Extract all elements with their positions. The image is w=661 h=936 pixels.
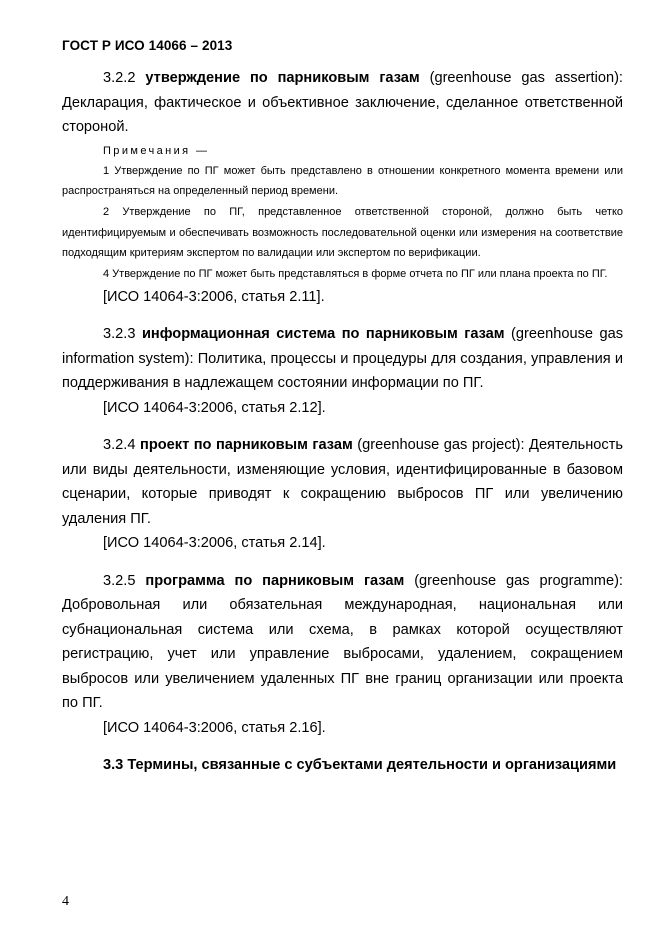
term-number: 3.2.2 xyxy=(103,70,136,86)
term-title: утверждение по парниковым газам xyxy=(145,70,420,86)
term-definition: (greenhouse gas programme): Добровольная или обязательная международная, национальная или субнациональная система или схема, в рамках которой осуществляют регистрацию, учет или управление выбросами, удалением, сокращением выбросов или увеличением удаленных ПГ вне границ организации или проекта по ПГ. xyxy=(62,572,623,712)
term-reference: [ИСО 14064-3:2006, статья 2.11]. xyxy=(103,288,325,305)
document-header: ГОСТ Р ИСО 14066 – 2013 xyxy=(62,38,233,53)
document-body xyxy=(62,66,623,778)
term-title: проект по парниковым газам xyxy=(140,437,353,454)
term-entry-3-2-3 xyxy=(62,322,623,396)
term-entry-3-2-5 xyxy=(62,569,623,716)
notes-heading: Примечания — xyxy=(103,144,210,157)
note-item: 4 Утверждение по ПГ может быть представляться в форме отчета по ПГ или плана проекта по ПГ. xyxy=(103,268,608,281)
term-number: 3.2.3 xyxy=(103,326,136,343)
note-item: 1 Утверждение по ПГ может быть представлено в отношении конкретного момента времени или распространяться на определенный период времени. xyxy=(62,164,623,198)
term-title: программа по парниковым газам xyxy=(145,572,405,589)
section-number: 3.3 xyxy=(103,757,124,774)
term-title: информационная система по парниковым газам xyxy=(141,326,505,343)
term-definition: (greenhouse gas information system): Политика, процессы и процедуры для создания, управления и поддерживания в надлежащем состоянии информации по ПГ. xyxy=(62,326,623,392)
term-reference: [ИСО 14064-3:2006, статья 2.12]. xyxy=(103,399,326,416)
page-number: 4 xyxy=(62,894,69,909)
section-heading-3-3 xyxy=(62,753,623,778)
term-definition: (greenhouse gas project): Деятельность или виды деятельности, изменяющие условия, идентифицированные в базовом сценарии, которые приводят к сокращению выбросов ПГ или увеличению удаления ПГ. xyxy=(62,437,623,527)
term-number: 3.2.5 xyxy=(103,572,136,589)
term-entry-3-2-4 xyxy=(62,433,623,531)
term-reference: [ИСО 14064-3:2006, статья 2.16]. xyxy=(103,719,326,736)
section-title: Термины, связанные с субъектами деятельности и организациями xyxy=(127,757,617,774)
term-entry-3-2-2 xyxy=(62,66,623,140)
term-definition: (greenhouse gas assertion): Декларация, фактическое и объективное заключение, сделанное ответственной стороной. xyxy=(62,70,623,135)
term-reference: [ИСО 14064-3:2006, статья 2.14]. xyxy=(103,535,326,552)
note-item: 2 Утверждение по ПГ, представленное ответственной стороной, должно быть четко идентифицируемым и обеспечивать возможность последовательной оценки или измерения на соответствие подходящим критериям экспертом по валидации или экспертом по верификации. xyxy=(62,205,623,260)
term-number: 3.2.4 xyxy=(103,437,136,454)
